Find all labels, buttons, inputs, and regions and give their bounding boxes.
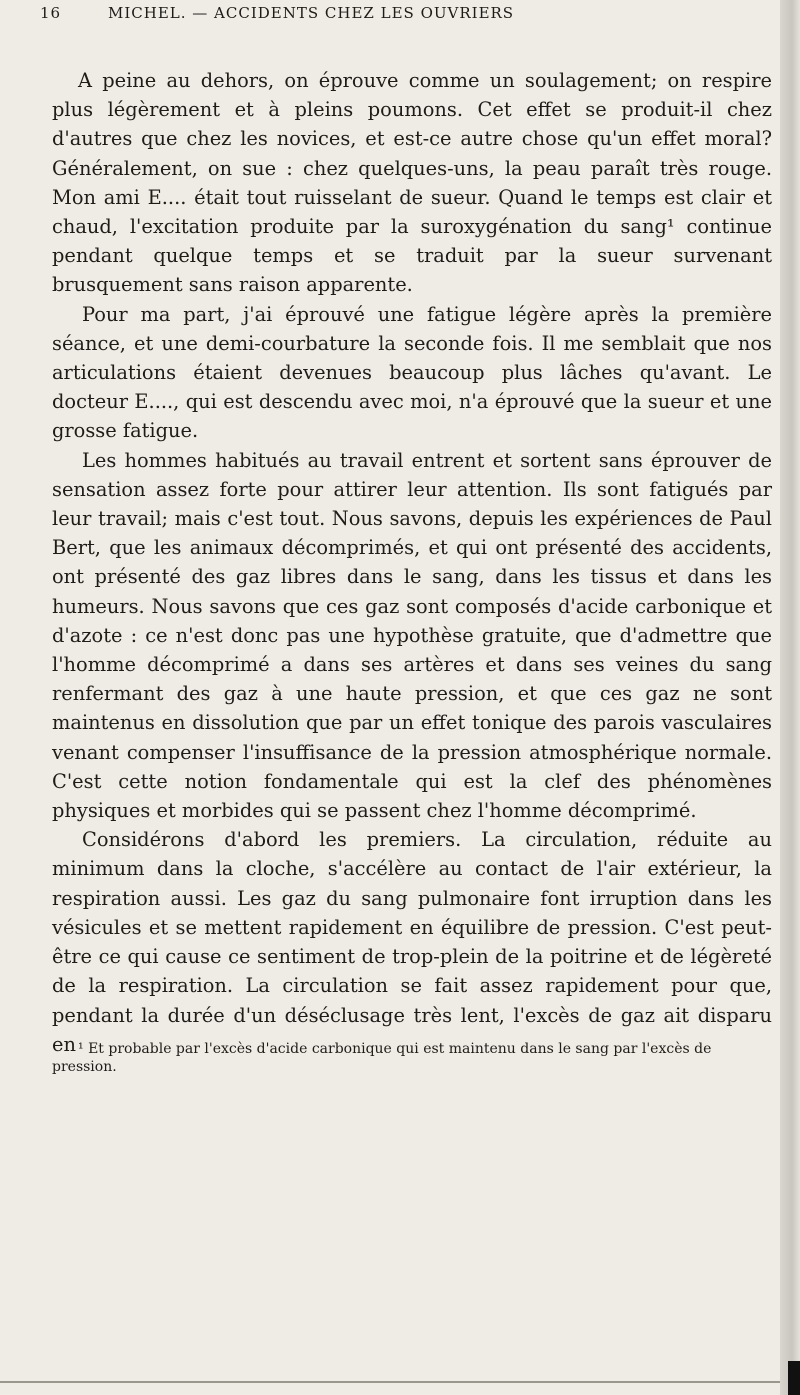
paragraph-2: Pour ma part, j'ai éprouvé une fatigue légère après la première séance, et une demi-courbature la seconde fois. Il me semblait que nos articulations étaient devenues beaucoup plus lâches qu'avant. Le docteur E...., qui est descendu avec moi, n'a éprouvé que la sueur et une grosse fatigue. bbox=[52, 302, 772, 443]
page-edge-shadow bbox=[780, 0, 800, 1395]
footnote: ¹ Et probable par l'excès d'acide carbonique qui est maintenu dans le sang par l'excès de pression. bbox=[52, 1041, 712, 1075]
paragraph-4: Considérons d'abord les premiers. La circulation, réduite au minimum dans la cloche, s'accélère au contact de l'air extérieur, la respiration aussi. Les gaz du sang pulmonaire font irruption dans les vésicules et se mettent rapidement en équilibre de pression. C'est peut-être ce qui cause ce sentiment de trop-plein de la poitrine et de légèreté de la respiration. La circulation se fait assez rapidement pour que, pendant la durée d'un déséclusage très lent, l'excès de gaz ait disparu en bbox=[52, 828, 772, 1056]
corner-mark bbox=[788, 1361, 800, 1395]
page-bottom-rule bbox=[0, 1381, 780, 1383]
paragraph-1: A peine au dehors, on éprouve comme un soulagement; on respire plus légèrement et à pleins poumons. Cet effet se produit-il chez d'autres que chez les novices, et est-ce autre chose qu'un effet moral? Généralement, on sue : chez quelques-uns, la peau paraît très rouge. Mon ami E.... était tout ruisselant de sueur. Quand le temps est clair et chaud, l'excitation produite par la suroxygénation du sang¹ continue pendant quelque temps et se traduit par la sueur survenant brusquement sans raison apparente. bbox=[52, 69, 772, 297]
paragraph-3: Les hommes habitués au travail entrent et sortent sans éprouver de sensation assez forte pour attirer leur attention. Ils sont fatigués par leur travail; mais c'est tout. Nous savons, depuis les expériences de Paul Bert, que les animaux décomprimés, et qui ont présenté des accidents, ont présenté des gaz libres dans le sang, dans les tissus et dans les humeurs. Nous savons que ces gaz sont composés d'acide carbonique et d'azote : ce n'est donc pas une hypothèse gratuite, que d'admettre que l'homme décomprimé a dans ses artères et dans ses veines du sang renfermant des gaz à une haute pression, et que ces gaz ne sont maintenus en dissolution que par un effet tonique des parois vasculaires venant compenser l'insuffisance de la pression atmosphérique normale. C'est cette notion fondamentale qui est la clef des phénomènes physiques et morbides qui se passent chez l'homme décomprimé. bbox=[52, 448, 772, 823]
body-text bbox=[52, 66, 772, 1059]
running-title: MICHEL. — ACCIDENTS CHEZ LES OUVRIERS bbox=[108, 4, 515, 22]
page-number: 16 bbox=[40, 4, 62, 22]
page-header bbox=[40, 4, 760, 24]
